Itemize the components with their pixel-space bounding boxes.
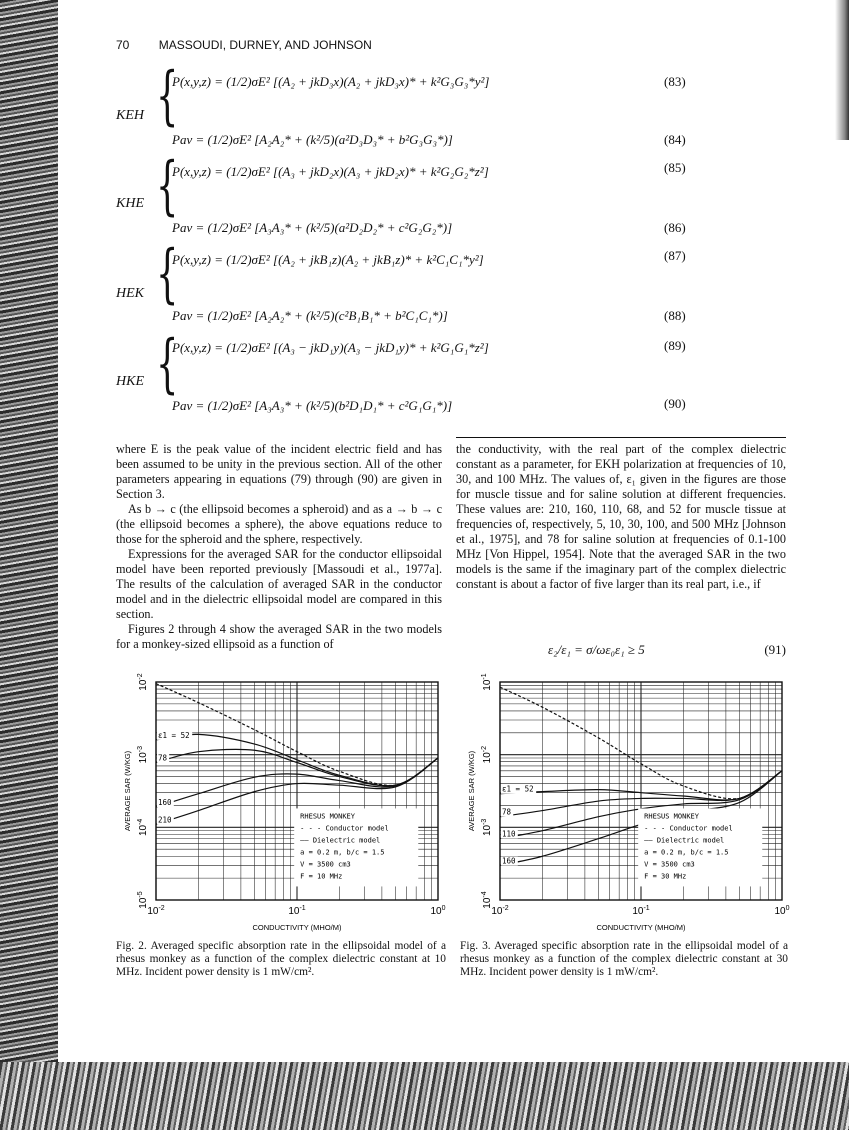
equation-number: (85) bbox=[664, 160, 686, 175]
left-column bbox=[116, 442, 442, 652]
x-tick-label: $10^{-2}$ bbox=[491, 905, 509, 917]
legend-entry: V = 3500 cm3 bbox=[644, 860, 695, 869]
legend-entry: V = 3500 cm3 bbox=[300, 860, 351, 869]
scan-binding-edge bbox=[0, 0, 58, 1130]
running-title: MASSOUDI, DURNEY, AND JOHNSON bbox=[158, 38, 372, 52]
legend-entry: a = 0.2 m, b/c = 1.5 bbox=[644, 848, 729, 857]
equation: Pav = (1/2)σE² [A₃A₃* + (k²/5)(b²D₁D₁* + c²G₁G₁*)] bbox=[172, 398, 453, 413]
running-header bbox=[116, 38, 372, 52]
legend-entry: - - - Conductor model bbox=[300, 824, 389, 833]
curve-label: 160 bbox=[502, 856, 516, 866]
brace: { bbox=[156, 237, 179, 311]
y-tick-label: $10^{-2}$ bbox=[481, 745, 493, 764]
y-axis-label: AVERAGE SAR (W/KG) bbox=[123, 750, 132, 832]
curve-label: ε1 = 52 bbox=[158, 730, 190, 740]
curve-label: 78 bbox=[158, 753, 168, 763]
paragraph: Expressions for the averaged SAR for the conductor ellipsoidal model have been reported previously [Massoudi et al., 1977a]. The results of the calculation of averaged SAR in the conductor model and in the dielectric ellipsoidal model are compared in this section. bbox=[116, 547, 442, 621]
x-tick-label: $10^{-2}$ bbox=[147, 905, 165, 917]
legend-entry: F = 30 MHz bbox=[644, 872, 687, 881]
paragraph: the conductivity, with the real part of the complex dielectric constant as a parameter, for EKH polarization at frequencies of 10, 30, and 100 MHz. The values of, ε₁ given in the figures are those for muscle tissue and for saline solution at different frequencies. These values are: 210, 160, 110, 68, and 52 for muscle tissue at frequencies of, respectively, 5, 10, 30, 100, and 500 MHz [Johnson et al., 1975], and 78 for saline solution at frequencies of 0.1-100 MHz [Von Hippel, 1954]. Note that the averaged SAR in the two models is the same if the imaginary part of the complex dielectric constant is about a factor of five larger than its real part, i.e., if bbox=[456, 442, 786, 591]
group-label: HKE bbox=[116, 374, 144, 389]
equation: Pav = (1/2)σE² [A₂A₂* + (k²/5)(a²D₃D₃* + b²G₃G₃*)] bbox=[172, 132, 453, 147]
page-number: 70 bbox=[116, 38, 130, 52]
scan-corner-shadow bbox=[835, 0, 849, 140]
equation-number: (88) bbox=[664, 308, 686, 323]
legend-entry: a = 0.2 m, b/c = 1.5 bbox=[300, 848, 385, 857]
curve-label: 160 bbox=[158, 798, 172, 808]
equation-number: (91) bbox=[764, 642, 786, 657]
legend-entry: —— Dielectric model bbox=[644, 836, 725, 845]
y-tick-label: $10^{-5}$ bbox=[137, 891, 149, 909]
legend-entry: RHESUS MONKEY bbox=[300, 812, 355, 821]
y-tick-label: $10^{-4}$ bbox=[137, 818, 149, 837]
x-tick-label: $10^0$ bbox=[774, 905, 790, 917]
figure-3-caption: Fig. 3. Averaged specific absorption rate in the ellipsoidal model of a rhesus monkey as a function of the complex dielectric constant at 30 MHz. Incident power density is 1 mW/cm². bbox=[460, 940, 788, 978]
legend-entry: RHESUS MONKEY bbox=[644, 812, 699, 821]
x-tick-label: $10^{-1}$ bbox=[632, 905, 650, 917]
brace: { bbox=[156, 59, 179, 133]
paragraph: Figures 2 through 4 show the averaged SAR in the two models for a monkey-sized ellipsoid as a function of bbox=[116, 622, 442, 651]
legend-entry: F = 10 MHz bbox=[300, 872, 343, 881]
y-tick-label: $10^{-4}$ bbox=[481, 891, 493, 909]
figure-3-chart bbox=[460, 672, 790, 934]
y-tick-label: $10^{-3}$ bbox=[137, 745, 149, 764]
equation: P(x,y,z) = (1/2)σE² [(A₃ − jkD₁y)(A₃ − jkD₁y)* + k²G₁G₁*z²] bbox=[172, 340, 489, 355]
curve-label: 110 bbox=[502, 829, 516, 839]
equation-number: (84) bbox=[664, 132, 686, 147]
x-axis-label: CONDUCTIVITY (MHO/M) bbox=[252, 923, 342, 932]
right-column bbox=[456, 442, 786, 592]
x-tick-label: $10^0$ bbox=[430, 905, 446, 917]
column-rule bbox=[456, 437, 786, 438]
curve-label: ε1 = 52 bbox=[502, 784, 534, 794]
figure-2-chart bbox=[116, 672, 446, 934]
equation: Pav = (1/2)σE² [A₂A₂* + (k²/5)(c²B₁B₁* + b²C₁C₁*)] bbox=[172, 308, 448, 323]
legend-entry: - - - Conductor model bbox=[644, 824, 733, 833]
curve-label: 210 bbox=[158, 815, 172, 825]
y-tick-label: $10^{-2}$ bbox=[137, 673, 149, 691]
x-tick-label: $10^{-1}$ bbox=[288, 905, 306, 917]
equation: P(x,y,z) = (1/2)σE² [(A₂ + jkB₁z)(A₂ + jkB₁z)* + k²C₁C₁*y²] bbox=[172, 252, 484, 267]
brace: { bbox=[156, 149, 179, 223]
equation: P(x,y,z) = (1/2)σE² [(A₃ + jkD₂x)(A₃ + jkD₂x)* + k²G₂G₂*z²] bbox=[172, 164, 489, 179]
y-tick-label: $10^{-3}$ bbox=[481, 818, 493, 837]
x-axis-label: CONDUCTIVITY (MHO/M) bbox=[596, 923, 686, 932]
group-label: HEK bbox=[116, 286, 144, 301]
y-tick-label: $10^{-1}$ bbox=[481, 673, 493, 691]
brace: { bbox=[156, 327, 179, 401]
equation-number: (86) bbox=[664, 220, 686, 235]
figure-2-caption: Fig. 2. Averaged specific absorption rate in the ellipsoidal model of a rhesus monkey as a function of the complex dielectric constant at 10 MHz. Incident power density is 1 mW/cm². bbox=[116, 940, 446, 978]
legend-entry: —— Dielectric model bbox=[300, 836, 381, 845]
equation: Pav = (1/2)σE² [A₃A₃* + (k²/5)(a²D₂D₂* + c²G₂G₂*)] bbox=[172, 220, 453, 235]
equation-number: (87) bbox=[664, 248, 686, 263]
scan-bottom-edge bbox=[0, 1062, 849, 1130]
equation: ε₂/ε₁ = σ/ωε₀ε₁ ≥ 5 bbox=[548, 642, 645, 657]
y-axis-label: AVERAGE SAR (W/KG) bbox=[467, 750, 476, 832]
equation-number: (83) bbox=[664, 74, 686, 89]
group-label: KHE bbox=[116, 196, 144, 211]
equation-number: (90) bbox=[664, 396, 686, 411]
equation: P(x,y,z) = (1/2)σE² [(A₂ + jkD₃x)(A₂ + jkD₃x)* + k²G₃G₃*y²] bbox=[172, 74, 490, 89]
equation-number: (89) bbox=[664, 338, 686, 353]
group-label: KEH bbox=[116, 108, 144, 123]
paragraph: where E is the peak value of the incident electric field and has been assumed to be unity in the previous section. All of the other parameters appearing in equations (79) through (90) are given in Section 3. bbox=[116, 442, 442, 501]
curve-label: 78 bbox=[502, 807, 512, 817]
paragraph: As b → c (the ellipsoid becomes a spheroid) and as a → b → c (the ellipsoid becomes a sphere), the above equations reduce to those for the spheroid and the sphere, respectively. bbox=[116, 502, 442, 546]
